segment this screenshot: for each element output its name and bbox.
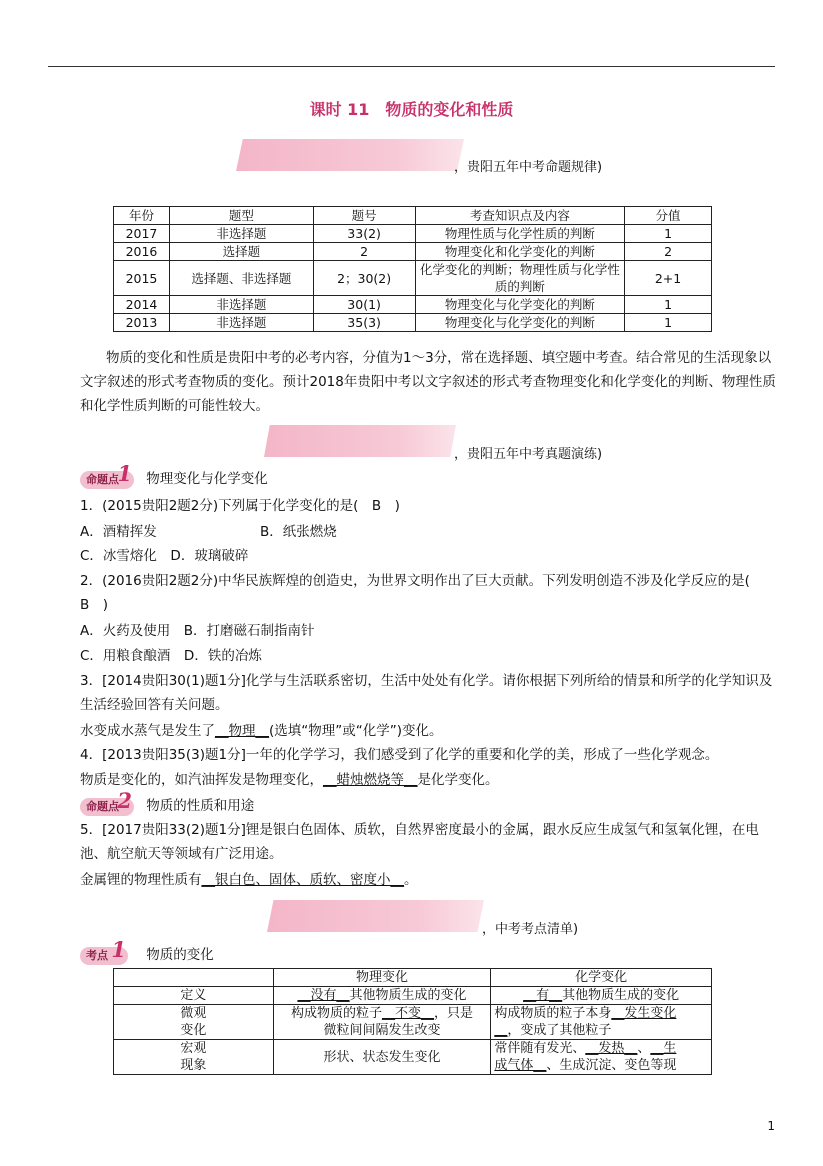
table-cell: 选择题、非选择题 — [169, 261, 313, 296]
summary-paragraph: 物质的变化和性质是贵阳中考的必考内容，分值为1～3分，常在选择题、填空题中考查。结合常见的生活现象以文字叙述的形式考查物质的变化。预计2018年贵阳中考以文字叙述的形式考查物理变化和化学变化的判断、物理性质和化学性质判断的可能性较大。 — [80, 350, 776, 414]
cell-text: 其他物质生成的变化 — [562, 988, 680, 1003]
kaodian-title: 物质的变化 — [146, 947, 214, 963]
table-cell: 物理变化和化学变化的判断 — [415, 243, 625, 261]
table-cell: 2015 — [114, 261, 170, 296]
row-label: 定义 — [114, 987, 274, 1005]
exam-pattern-table — [113, 206, 712, 332]
row-label-line: 变化 — [180, 1023, 207, 1038]
cell-text: 构成物质的粒子 — [291, 1006, 383, 1021]
table-cell: 2017 — [114, 225, 170, 243]
table-cell: 2+1 — [625, 261, 712, 296]
table-cell: 33(2) — [313, 225, 415, 243]
section-banner-label: ，中考考点清单) — [482, 922, 579, 937]
kaodian-heading — [80, 937, 214, 966]
answer-blank: 成气体__ — [494, 1058, 547, 1073]
topic-title: 物质的性质和用途 — [146, 798, 255, 814]
question-stem: 2．(2016贵阳2题2分)中华民族辉煌的创造史，为世界文明作出了巨大贡献。下列发明创造不涉及化学反应的是( B ) — [80, 573, 764, 613]
option-cd: C．用粮食酿酒 D．铁的冶炼 — [80, 648, 262, 664]
answer-blank: __蜡烛燃烧等__ — [323, 772, 418, 788]
badge-text: 考点 — [86, 949, 108, 962]
page-title: 课时 11 物质的变化和性质 — [309, 100, 514, 119]
answer-blank: __发热__ — [585, 1041, 638, 1056]
table-row — [114, 261, 712, 296]
cell-text: ，变成了其他粒子 — [507, 1023, 612, 1038]
table-header-row — [114, 969, 712, 987]
table-header-cell: 化学变化 — [491, 969, 712, 987]
option-cd: C．冰雪熔化 D．玻璃破碎 — [80, 548, 249, 564]
table-header-cell: 物理变化 — [273, 969, 491, 987]
answer-blank: __不变__ — [382, 1006, 435, 1021]
question-stem: 3．[2014贵阳30(1)题1分]化学与生活联系密切，生活中处处有化学。请你根据下列所给的情景和所学的化学知识及生活经验回答有关问题。 — [80, 673, 773, 713]
table-cell: 物理变化与化学变化的判断 — [415, 314, 625, 332]
table-cell: 2013 — [114, 314, 170, 332]
table-cell: 非选择题 — [169, 296, 313, 314]
table-row — [114, 225, 712, 243]
cell-text: ，只是 — [434, 1006, 474, 1021]
table-cell: 2014 — [114, 296, 170, 314]
table-cell: 30(1) — [313, 296, 415, 314]
table-cell: 物理性质与化学性质的判断 — [415, 225, 625, 243]
table-cell: 选择题 — [169, 243, 313, 261]
badge-text: 命题点 — [86, 800, 119, 813]
table-header-cell: 年份 — [114, 207, 170, 225]
cell-text: 其他物质生成的变化 — [349, 988, 467, 1003]
cell-text: 微粒间间隔发生改变 — [323, 1023, 441, 1038]
section-banner-label: ，贵阳五年中考真题演练) — [454, 447, 603, 462]
table-cell: 非选择题 — [169, 225, 313, 243]
question-stem: 5．[2017贵阳33(2)题1分]锂是银白色固体、质软，自然界密度最小的金属，跟水反应生成氢气和氢氧化锂，在电池、航空航天等领域有广泛用途。 — [80, 822, 759, 862]
section-banner-label: ，贵阳五年中考命题规律) — [454, 160, 603, 175]
cell-text: 、 — [637, 1041, 651, 1056]
cell-text: 、生成沉淀、变色等现 — [546, 1058, 677, 1073]
table-header-row — [114, 207, 712, 225]
answer-blank: __物理__ — [215, 723, 269, 739]
table-cell: 2 — [313, 243, 415, 261]
table-cell: 1 — [625, 225, 712, 243]
option-a: A．酒精挥发 — [80, 524, 157, 540]
cell-text: 常伴随有发光、 — [494, 1041, 586, 1056]
answer-prefix: 水变成水蒸气是发生了 — [80, 723, 215, 739]
answer-suffix: (选填“物理”或“化学”)变化。 — [269, 723, 443, 739]
row-label-line: 微观 — [180, 1006, 207, 1021]
topic-badge — [80, 461, 134, 489]
topic-heading — [80, 788, 255, 817]
row-label-line: 宏观 — [180, 1041, 207, 1056]
table-row — [114, 1005, 712, 1040]
table-row — [114, 314, 712, 332]
badge-number: 1 — [117, 461, 132, 486]
table-cell: 1 — [625, 314, 712, 332]
section-banner — [264, 425, 456, 457]
answer-line — [80, 869, 418, 891]
table-header-cell: 题型 — [169, 207, 313, 225]
answer-blank: __银白色、固体、质软、密度小__ — [201, 872, 404, 888]
topic-title: 物理变化与化学变化 — [146, 471, 268, 487]
page-number: 1 — [767, 1119, 775, 1133]
answer-blank: __没有__ — [297, 988, 350, 1003]
answer-suffix: 是化学变化。 — [417, 772, 499, 788]
table-row — [114, 296, 712, 314]
badge-text: 命题点 — [86, 473, 119, 486]
answer-line — [80, 769, 499, 791]
option-ab: A．火药及使用 B．打磨磁石制指南针 — [80, 623, 315, 639]
table-cell: 物理变化与化学变化的判断 — [415, 296, 625, 314]
table-cell: 35(3) — [313, 314, 415, 332]
kaodian-badge — [80, 937, 128, 965]
table-row — [114, 1040, 712, 1075]
table-cell: 2；30(2) — [313, 261, 415, 296]
physical-cell: 形状、状态发生变化 — [273, 1040, 491, 1075]
table-cell: 2 — [625, 243, 712, 261]
table-cell: 化学变化的判断；物理性质与化学性质的判断 — [415, 261, 625, 296]
answer-blank: __发生变化 — [611, 1006, 677, 1021]
table-cell: 1 — [625, 296, 712, 314]
table-header-cell: 考查知识点及内容 — [415, 207, 625, 225]
header-rule — [48, 66, 775, 67]
chemical-cell — [491, 987, 712, 1005]
row-label — [114, 1005, 274, 1040]
answer-blank: __生 — [650, 1041, 677, 1056]
topic-heading — [80, 461, 268, 490]
table-row — [114, 243, 712, 261]
badge-number: 1 — [111, 937, 126, 962]
table-row — [114, 987, 712, 1005]
answer-line — [80, 720, 443, 742]
row-label — [114, 1040, 274, 1075]
table-cell: 非选择题 — [169, 314, 313, 332]
chemical-cell — [491, 1005, 712, 1040]
table-header-cell: 分值 — [625, 207, 712, 225]
section-banner — [267, 900, 484, 932]
table-cell: 2016 — [114, 243, 170, 261]
answer-blank: __ — [494, 1023, 508, 1038]
physical-cell — [273, 987, 491, 1005]
answer-prefix: 物质是变化的，如汽油挥发是物理变化， — [80, 772, 323, 788]
cell-text: 构成物质的粒子本身 — [494, 1006, 612, 1021]
change-comparison-table — [113, 968, 712, 1075]
physical-cell — [273, 1005, 491, 1040]
answer-prefix: 金属锂的物理性质有 — [80, 872, 202, 888]
topic-badge — [80, 788, 134, 816]
badge-number: 2 — [117, 788, 132, 813]
question-stem: 1．(2015贵阳2题2分)下列属于化学变化的是( B ) — [80, 498, 400, 514]
table-header-cell — [114, 969, 274, 987]
table-header-cell: 题号 — [313, 207, 415, 225]
chemical-cell — [491, 1040, 712, 1075]
question-stem: 4．[2013贵阳35(3)题1分]一年的化学学习，我们感受到了化学的重要和化学的美，形成了一些化学观念。 — [80, 747, 719, 763]
row-label-line: 现象 — [180, 1058, 207, 1073]
answer-blank: __有__ — [523, 988, 563, 1003]
answer-suffix: 。 — [404, 872, 418, 888]
section-banner — [236, 139, 464, 171]
option-b: B．纸张燃烧 — [260, 524, 337, 540]
